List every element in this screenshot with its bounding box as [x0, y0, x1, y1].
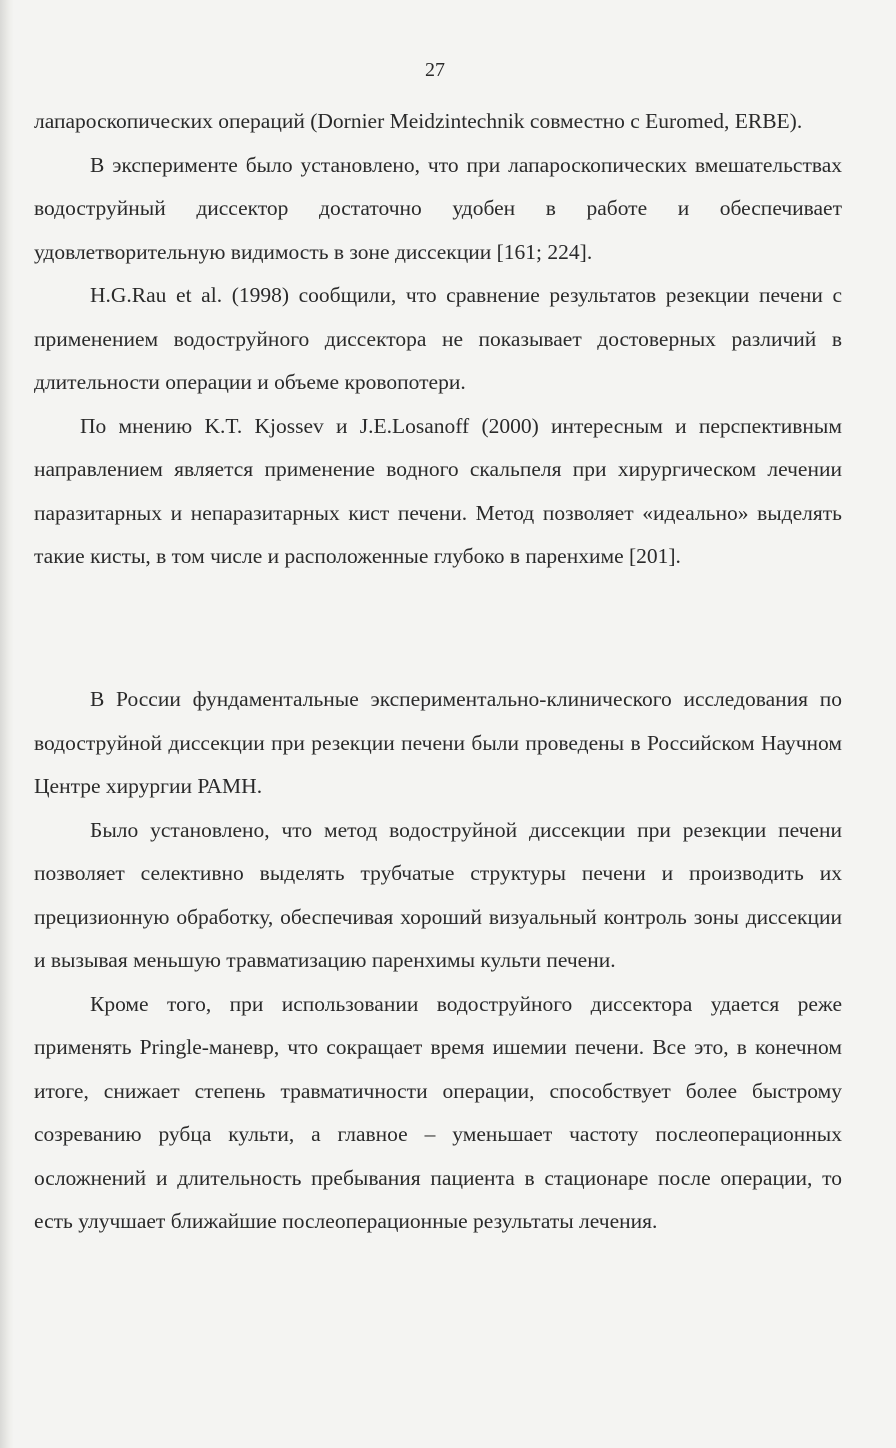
page-number: 27	[425, 59, 445, 81]
paragraph: Кроме того, при использовании водоструйного диссектора удается реже применять Pringle-маневр, что сокращает время ишемии печени. Все это, в конечном итоге, снижает степень травматичности операции, способствует более быстрому созреванию рубца культи, а главное – уменьшает частоту послеоперационных осложнений и длительность пребывания пациента в стационаре после операции, то есть улучшает ближайшие послеоперационные результаты лечения.	[34, 991, 842, 1233]
text-block-top	[34, 100, 842, 579]
paragraph: В России фундаментальные экспериментально-клинического исследования по водоструйной диссекции при резекции печени были проведены в Российском Научном Центре хирургии РАМН.	[34, 687, 842, 798]
paragraph: Было установлено, что метод водоструйной диссекции при резекции печени позволяет селективно выделять трубчатые структуры печени и производить их прецизионную обработку, обеспечивая хороший визуальный контроль зоны диссекции и вызывая меньшую травматизацию паренхимы культи печени.	[34, 817, 842, 972]
paragraph: H.G.Rau et al. (1998) сообщили, что сравнение результатов резекции печени с применением водоструйного диссектора не показывает достоверных различий в длительности операции и объеме кровопотери.	[34, 283, 842, 394]
scan-shadow-edge	[0, 0, 14, 1448]
paragraph: В эксперименте было установлено, что при лапароскопических вмешательствах водоструйный диссектор достаточно удобен в работе и обеспечивает удовлетворительную видимость в зоне диссекции [161; 224].	[34, 152, 842, 264]
text-block-bottom	[34, 678, 842, 1244]
paragraph: По мнению K.T. Kjossev и J.E.Losanoff (2000) интересным и перспективным направлением является применение водного скальпеля при хирургическом лечении паразитарных и непаразитарных кист печени. Метод позволяет «идеально» выделять такие кисты, в том числе и расположенные глубоко в паренхиме [201].	[34, 413, 842, 568]
paragraph: лапароскопических операций (Dornier Meidzintechnik совместно с Euromed, ERBE).	[34, 109, 803, 133]
